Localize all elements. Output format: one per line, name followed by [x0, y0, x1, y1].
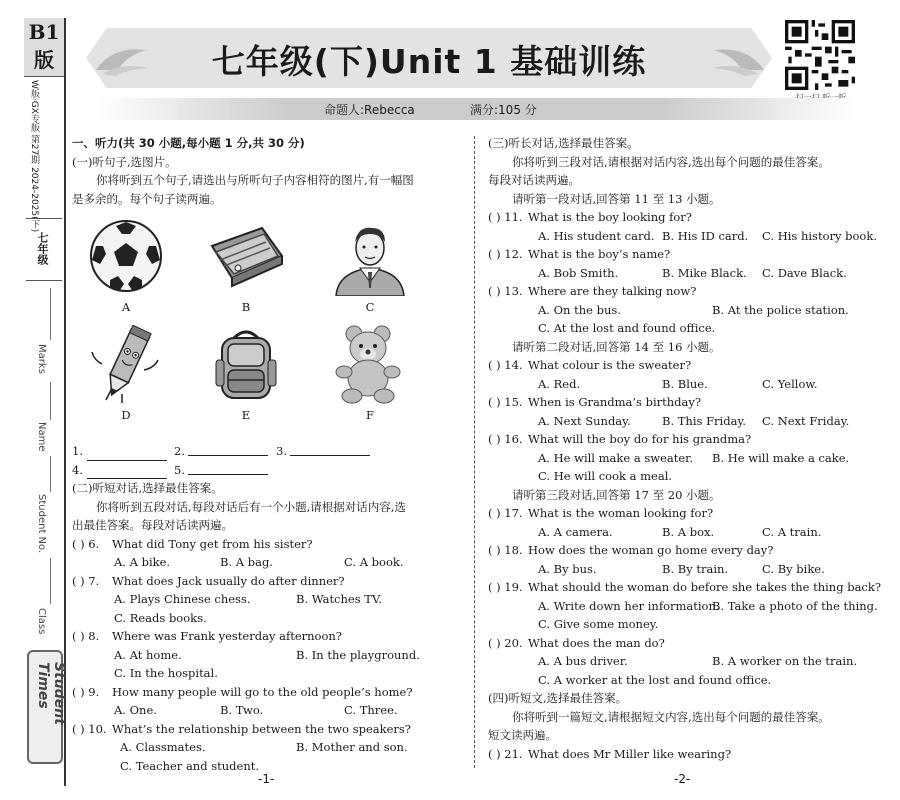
answer-row [72, 461, 464, 480]
option-b: B. His ID card. [662, 228, 749, 243]
question-number[interactable]: ( ) 8. [72, 629, 100, 643]
picture-label: E [241, 408, 251, 422]
option-row [72, 590, 464, 609]
option-a: A. A bike. [114, 555, 171, 569]
question-number[interactable]: ( ) 20. [488, 635, 523, 650]
picture-label: C [365, 300, 375, 314]
option-row [488, 412, 878, 431]
question-text: What is the woman looking for? [528, 506, 714, 520]
part-heading: (二)听短对话,选择最佳答案。 [72, 481, 223, 495]
question-text: What is the boy’s name? [528, 247, 671, 261]
qr-code-icon[interactable] [785, 20, 855, 90]
answer-blank[interactable] [188, 461, 268, 475]
picture-label: A [121, 300, 131, 314]
option-b: B. Mike Black. [662, 265, 747, 280]
picture-option-b [206, 216, 286, 317]
question-number[interactable]: ( ) 21. [488, 746, 523, 761]
question-item [488, 430, 878, 449]
question-number[interactable]: ( ) 6. [72, 536, 100, 551]
question-number[interactable]: ( ) 9. [72, 684, 100, 699]
author-label: 命题人:Rebecca [324, 103, 415, 117]
answer-number: 5. [174, 462, 185, 477]
author-score-bar [96, 98, 856, 120]
question-text: What did Tony get from his sister? [112, 536, 313, 551]
option-row [488, 227, 878, 246]
question-item [72, 627, 464, 646]
option-row [488, 560, 878, 579]
option-c: C. His history book. [762, 228, 877, 243]
side-strip [24, 18, 66, 786]
question-text: What does Mr Miller like wearing? [528, 746, 732, 761]
marks-field-line [50, 288, 51, 340]
option-row [72, 664, 464, 683]
option-a: A. His student card. [538, 228, 655, 243]
instructions-line: 你将听到三段对话,请根据对话内容,选出每个问题的最佳答案。 [512, 154, 830, 169]
option-a: A. Bob Smith. [538, 265, 619, 280]
right-column [488, 134, 882, 763]
question-number[interactable]: ( ) 7. [72, 573, 100, 588]
question-item [72, 535, 464, 554]
question-item [488, 504, 878, 523]
answer-number: 2. [174, 444, 185, 458]
instructions-line: 出最佳答案。每段对话读两遍。 [72, 518, 233, 532]
left-column [72, 134, 464, 775]
option-row [72, 553, 464, 572]
option-a: A. A bus driver. [538, 654, 628, 668]
option-a: A. Write down her information. [538, 598, 720, 613]
question-text: What does the man do? [528, 635, 665, 650]
question-text: How does the woman go home every day? [528, 543, 774, 557]
issue-meta: W版·GX专版 第27期 2024-2025(下) [29, 80, 39, 233]
answer-blank[interactable] [188, 442, 268, 456]
picture-option-f [330, 324, 410, 425]
question-item [488, 208, 878, 227]
option-row [488, 467, 878, 486]
man-portrait-icon [330, 216, 410, 296]
option-c: C. A book. [344, 555, 404, 569]
question-text: What will the boy do for his grandma? [528, 432, 752, 446]
strip-divider [26, 218, 62, 219]
question-item [488, 634, 878, 653]
option-c: C. Yellow. [762, 376, 818, 391]
option-a: A. On the bus. [538, 302, 621, 317]
answer-number: 1. [72, 444, 83, 458]
picture-option-a [86, 216, 166, 317]
picture-option-e [206, 324, 286, 425]
instructions-line: 你将听到五段对话,每段对话后有一个小题,请根据对话内容,选 [96, 499, 406, 514]
question-text: When is Grandma’s birthday? [528, 395, 702, 409]
option-c: C. By bike. [762, 561, 825, 576]
question-item [488, 578, 882, 597]
option-row [72, 701, 464, 720]
question-text: What does Jack usually do after dinner? [112, 573, 345, 588]
option-row [488, 319, 878, 338]
question-text: What colour is the sweater? [528, 358, 692, 372]
edition-label: B1版 [28, 20, 60, 72]
question-item [72, 572, 464, 591]
option-row [488, 652, 878, 671]
name-field-line [50, 382, 51, 420]
option-a: A. Red. [538, 376, 581, 391]
option-b: B. A box. [662, 524, 715, 539]
question-number[interactable]: ( ) 18. [488, 543, 523, 557]
question-number[interactable]: ( ) 17. [488, 506, 523, 520]
option-c: C. In the hospital. [114, 666, 218, 680]
wallet-icon [206, 216, 286, 296]
answer-row [72, 442, 464, 461]
picture-label: D [121, 408, 131, 422]
question-text: Where was Frank yesterday afternoon? [112, 629, 342, 643]
dialog-instruction: 请听第一段对话,回答第 11 至 13 小题。 [512, 191, 721, 206]
option-a: A. Plays Chinese chess. [114, 592, 251, 606]
picture-label: B [241, 300, 251, 314]
answer-blank[interactable] [87, 447, 167, 461]
pencil-cartoon-icon [86, 324, 166, 404]
column-divider [474, 136, 475, 768]
option-b: B. Take a photo of the thing. [712, 598, 878, 613]
option-row [488, 375, 878, 394]
section-heading: 一、听力(共 30 小题,每小题 1 分,共 30 分) [72, 136, 305, 150]
question-number[interactable]: ( ) 11. [488, 210, 523, 224]
question-number[interactable]: ( ) 12. [488, 247, 523, 261]
question-item [488, 393, 878, 412]
option-row [488, 523, 878, 542]
question-text: Where are they talking now? [528, 284, 697, 298]
class-field-label: Class [36, 608, 47, 635]
picture-grid [72, 210, 464, 442]
question-item [488, 245, 878, 264]
option-c: C. A train. [762, 524, 822, 539]
question-number[interactable]: ( ) 13. [488, 284, 523, 298]
question-item [488, 541, 878, 560]
answer-number: 3. [276, 444, 287, 458]
instructions-line: 是多余的。每个句子读两遍。 [72, 191, 222, 206]
question-item [488, 356, 878, 375]
option-a: A. One. [114, 703, 157, 717]
answer-blank[interactable] [290, 442, 370, 456]
instructions-line: 每段对话读两遍。 [488, 173, 580, 187]
strip-divider [26, 280, 62, 281]
question-text: What’s the relationship between the two speakers? [112, 721, 411, 736]
page-number-left: -1- [258, 772, 275, 786]
option-b: B. Blue. [662, 376, 708, 391]
option-a: A. He will make a sweater. [538, 450, 694, 465]
question-number[interactable]: ( ) 19. [488, 580, 523, 594]
edition-box [24, 18, 64, 77]
option-row [72, 609, 464, 628]
option-row [488, 597, 878, 616]
dialog-instruction: 请听第二段对话,回答第 14 至 16 小题。 [512, 339, 721, 354]
option-row [72, 738, 464, 757]
question-item [72, 683, 464, 702]
question-text: How many people will go to the old people’s home? [112, 684, 413, 699]
part-heading: (一)听句子,选图片。 [72, 154, 177, 169]
option-b: B. At the police station. [712, 302, 849, 317]
option-row [488, 615, 878, 634]
question-number[interactable]: ( ) 15. [488, 395, 523, 409]
option-c: C. Dave Black. [762, 265, 847, 280]
question-item [488, 282, 878, 301]
question-number[interactable]: ( ) 14. [488, 358, 523, 372]
option-b: B. By train. [662, 561, 729, 576]
picture-option-d [86, 324, 166, 425]
option-row [488, 301, 878, 320]
student-times-logo [27, 650, 67, 764]
question-text: What should the woman do before she takes the thing back? [528, 580, 882, 594]
option-c: C. Three. [344, 703, 398, 717]
answer-number: 4. [72, 462, 83, 477]
option-c: C. He will cook a meal. [538, 469, 673, 483]
page-title: 七年级(下)Unit 1 基础训练 [211, 42, 647, 81]
option-a: A. Next Sunday. [538, 413, 631, 428]
option-c: C. Reads books. [114, 610, 207, 625]
option-b: B. A bag. [220, 555, 273, 569]
answer-blank[interactable] [87, 465, 167, 479]
option-row [488, 264, 878, 283]
page-number-right: -2- [674, 772, 691, 786]
question-number[interactable]: ( ) 10. [72, 721, 107, 736]
question-item [488, 745, 878, 764]
instructions-line: 你将听到五个句子,请选出与所听句子内容相符的图片,有一幅图 [96, 173, 414, 187]
option-row [488, 449, 878, 468]
option-c: C. Give some money. [538, 617, 659, 631]
logo-text: Student Times [35, 662, 67, 725]
score-label: 满分:105 分 [470, 103, 537, 117]
soccer-ball-icon [86, 216, 166, 296]
option-b: B. Mother and son. [296, 740, 408, 754]
marks-field-label: Marks [36, 344, 47, 374]
teddy-bear-icon [330, 324, 410, 404]
option-c: C. Teacher and student. [120, 758, 260, 773]
option-row [72, 646, 464, 665]
option-c: C. At the lost and found office. [538, 321, 716, 335]
student-no-field-line [50, 456, 51, 492]
option-a: A. A camera. [538, 524, 613, 539]
picture-label: F [366, 408, 374, 422]
option-b: B. A worker on the train. [712, 654, 858, 668]
dialog-instruction: 请听第三段对话,回答第 17 至 20 小题。 [512, 487, 721, 502]
option-a: A. Classmates. [120, 740, 206, 754]
option-b: B. He will make a cake. [712, 450, 850, 465]
option-a: A. By bus. [538, 561, 597, 576]
student-no-field-label: Student No. [36, 494, 47, 554]
part-heading: (四)听短文,选择最佳答案。 [488, 691, 628, 705]
name-field-label: Name [36, 422, 47, 452]
picture-option-c [330, 216, 410, 317]
option-b: B. Two. [220, 703, 264, 717]
option-a: A. At home. [114, 647, 182, 662]
part-heading: (三)听长对话,选择最佳答案。 [488, 136, 639, 150]
option-b: B. This Friday. [662, 413, 747, 428]
option-row [488, 671, 878, 690]
option-c: C. Next Friday. [762, 413, 850, 428]
option-b: B. In the playground. [296, 647, 420, 662]
question-item [72, 720, 464, 739]
instructions-line: 短文读两遍。 [488, 728, 557, 742]
option-c: C. A worker at the lost and found office. [538, 672, 772, 687]
question-number[interactable]: ( ) 16. [488, 432, 523, 446]
class-field-line [50, 558, 51, 604]
grade-label: 七年级 [36, 232, 49, 265]
instructions-line: 你将听到一篇短文,请根据短文内容,选出每个问题的最佳答案。 [512, 709, 830, 724]
question-text: What is the boy looking for? [528, 210, 692, 224]
backpack-icon [206, 324, 286, 404]
option-b: B. Watches TV. [296, 592, 382, 606]
